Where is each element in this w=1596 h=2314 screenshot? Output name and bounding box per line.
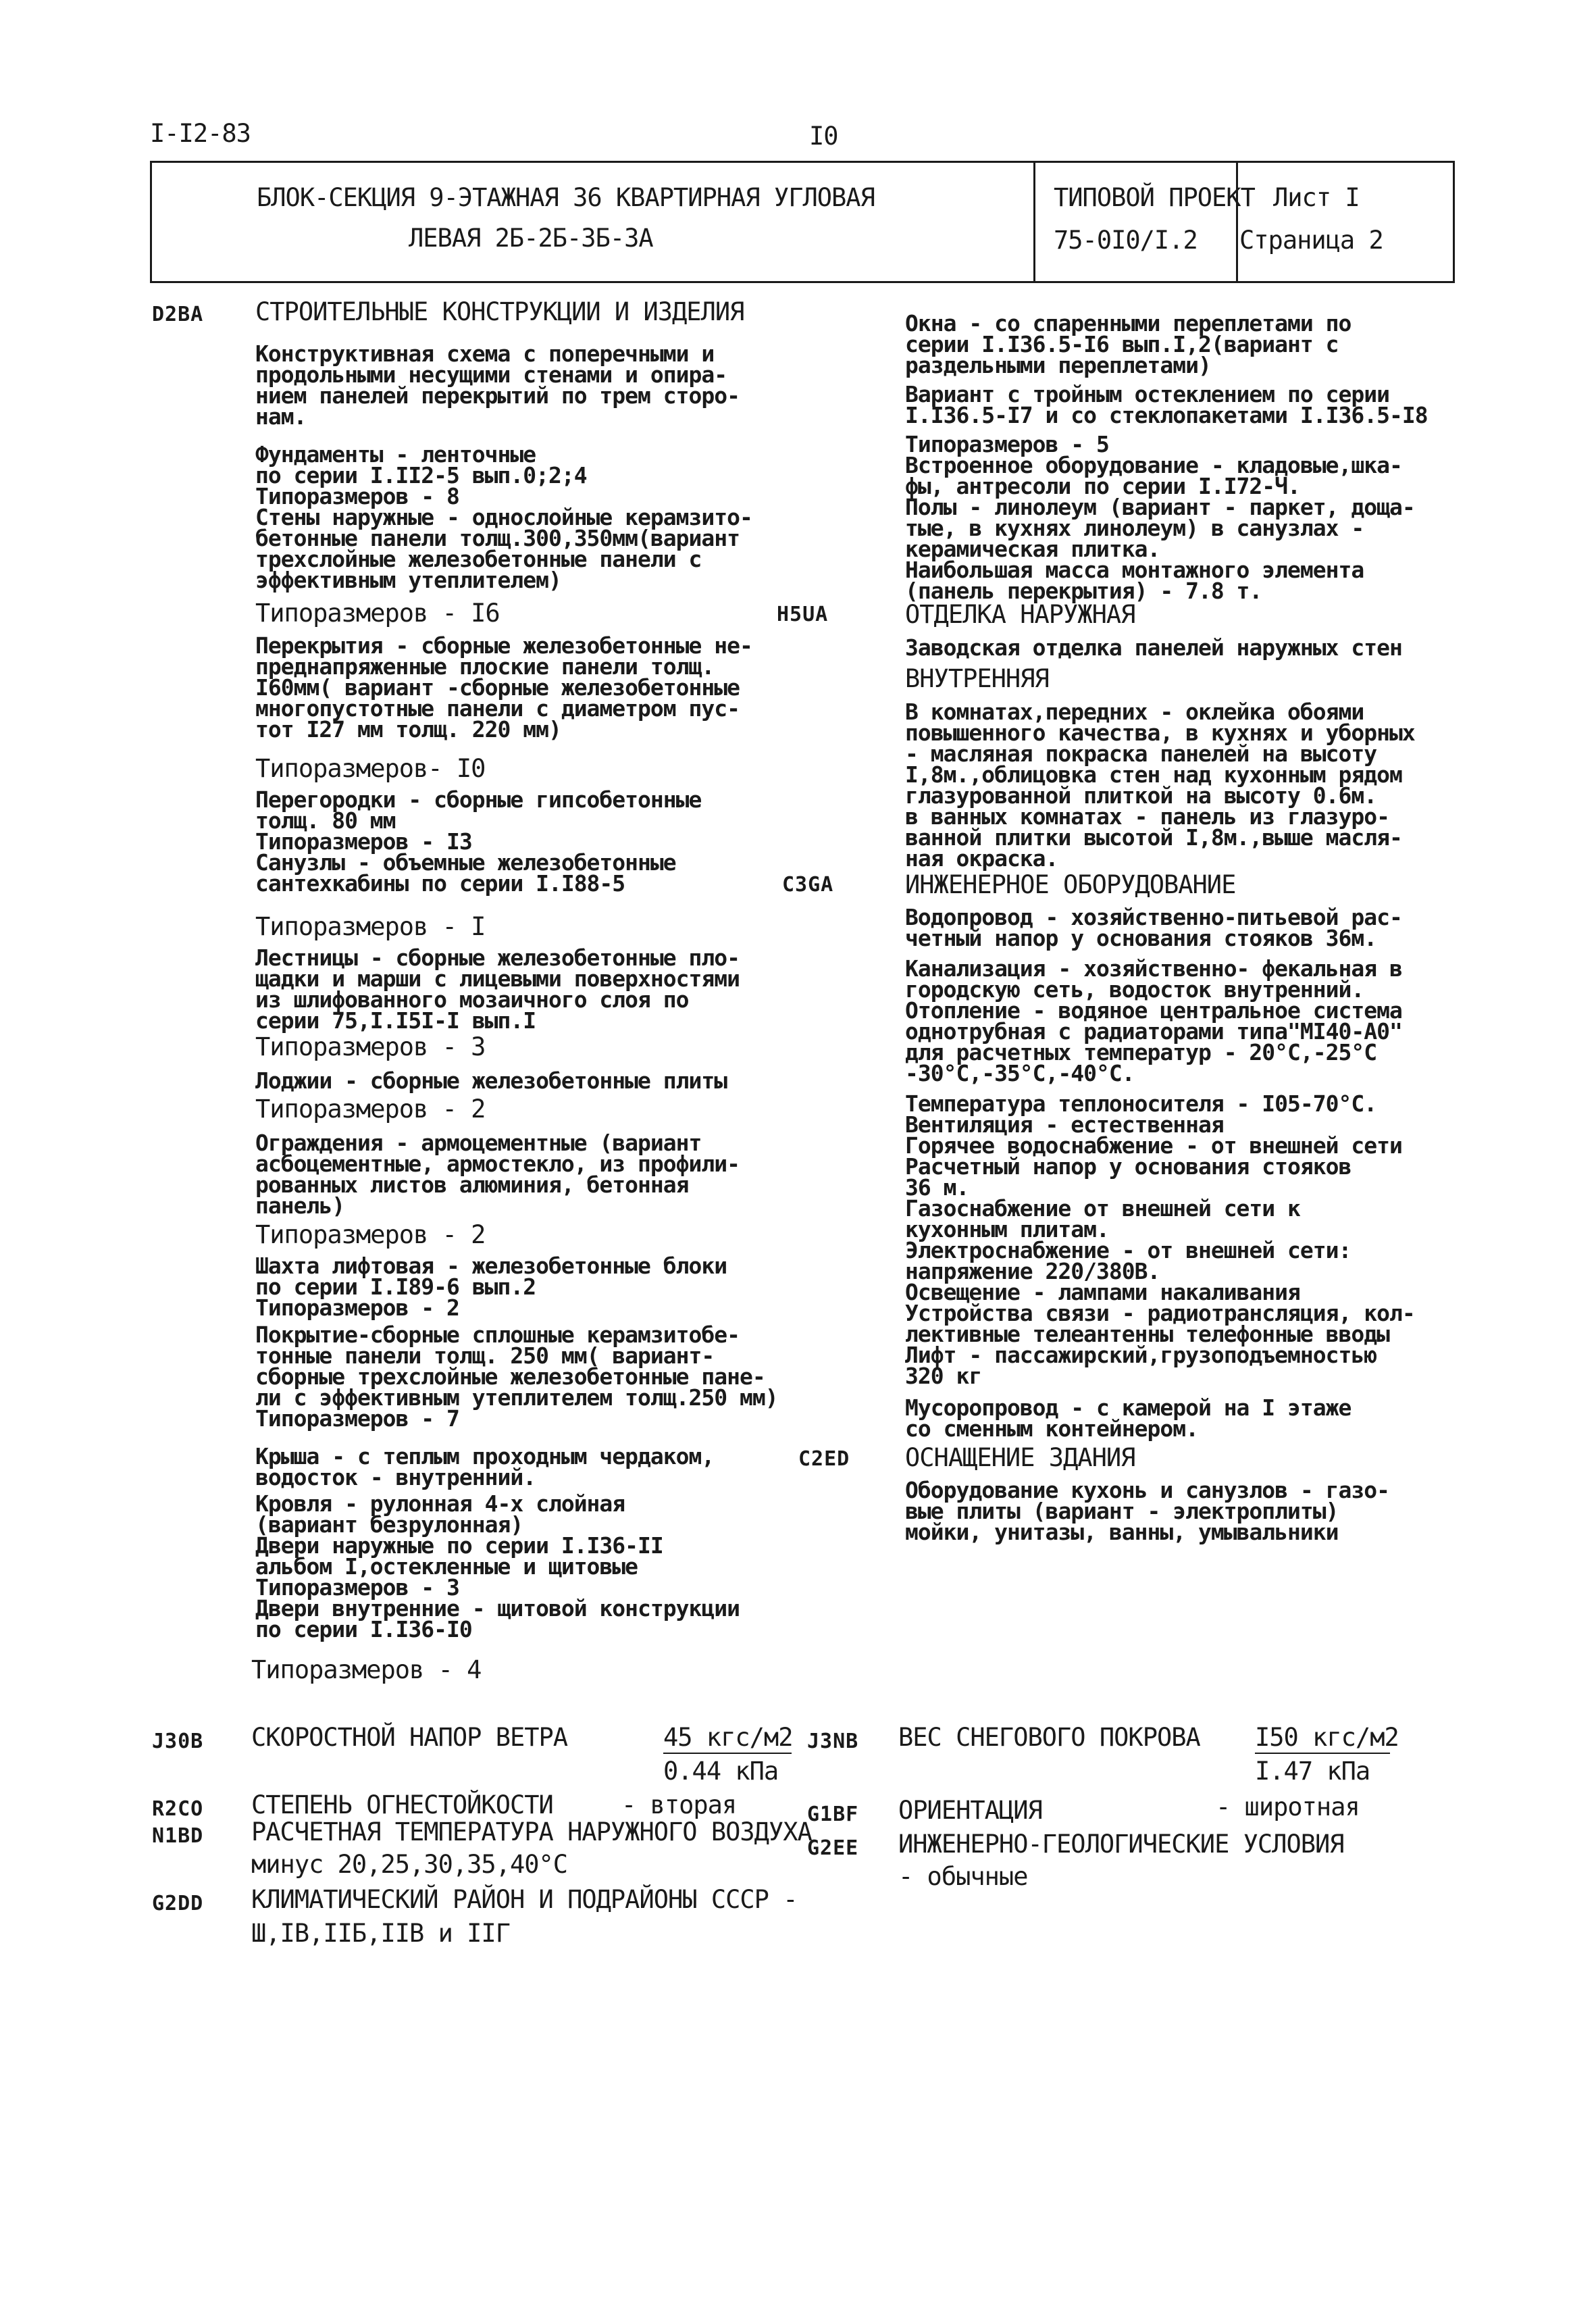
fences-text: Ограждения - армоцементные (вариант асбоцементные, армостекло, из профили- рованных листов алюминия, бетонная панель) [255,1130,740,1219]
page-label: Страница 2 [1239,226,1383,255]
exterior-finish-text: Заводская отделка панелей наружных стен [905,634,1402,661]
title-block-divider [1236,163,1238,281]
page-number: I0 [809,122,838,151]
geology-label: ИНЖЕНЕРНО-ГЕОЛОГИЧЕСКИЕ УСЛОВИЯ [898,1830,1344,1859]
wind-pressure-kpa: 0.44 кПа [663,1757,779,1786]
garbage-chute-text: Мусоропровод - с камерой на I этаже со сменным контейнером. [905,1394,1352,1442]
windows-text: Окна - со спаренными переплетами по серии I.I36.5-I6 вып.I,2(вариант с раздельными переплетами) [905,310,1352,378]
code-d2ba: D2BA [152,303,204,326]
builtin-floors-text: Типоразмеров - 5 Встроенное оборудование - кладовые,шка- фы, антресоли по серии I.I72-Ч. Полы - линолеум (вариант - паркет, доща- тые, в кухнях линолеум) в санузлах - керамическая плитка. Наибольшая масса монтажного элемента (панель перекрытия) - 7.8 т. [905,431,1415,604]
snow-load-value: I50 кгс/м2 [1255,1723,1399,1752]
title-block-divider [1033,163,1035,281]
triple-glazing-text: Вариант с тройным остеклением по серии I.I36.5-I7 и со стеклопакетами I.I36.5-I8 [905,381,1428,428]
sizes-2b: Типоразмеров - 2 [255,1220,486,1249]
title-line-1: БЛОК-СЕКЦИЯ 9-ЭТАЖНАЯ 36 КВАРТИРНАЯ УГЛОВАЯ [257,183,875,212]
wind-value-underline [663,1753,792,1754]
loggias-text: Лоджии - сборные железобетонные плиты [255,1067,727,1094]
geology-value: - обычные [898,1862,1028,1891]
exterior-finish-title: ОТДЕЛКА НАРУЖНАЯ [905,600,1135,629]
fire-resistance-value: - вторая [621,1790,737,1819]
code-h5ua: Н5UA [777,603,829,626]
climate-region-label: КЛИМАТИЧЕСКИЙ РАЙОН И ПОДРАЙОНЫ СССР - [251,1885,798,1914]
title-block [150,161,1455,283]
equipment-text: Оборудование кухонь и санузлов - газо- вые плиты (вариант - электроплиты) мойки, унитазы, ванны, умывальники [905,1477,1389,1545]
equipment-title: ОСНАЩЕНИЕ ЗДАНИЯ [905,1443,1135,1472]
code-c2ed: С2ЕD [798,1447,850,1471]
interior-finish-title: ВНУТРЕННЯЯ [905,664,1049,693]
sewer-heating-text: Канализация - хозяйственно- фекальная в городскую сеть, водосток внутренний. Отопление - водяное центральное система однотрубная с радиаторами типа"МI40-А0" для расчетных температур - 20°С,-25°С -30°С,-35°С,-40°С. [905,955,1402,1086]
interior-finish-text: В комнатах,передних - оклейка обоями повышенного качества, в кухнях и уборных - масляная покраска панелей на высоту I,8м.,облицовка стен над кухонным рядом глазурованной плиткой на высоту 0.6м. в ванных комнатах - панель из глазуро- ванной плитки высотой I,8м.,выше масля- ная окраска. [905,699,1415,872]
project-label: ТИПОВОЙ ПРОЕКТ [1054,183,1255,212]
partitions-sanitary-text: Перегородки - сборные гипсобетонные толщ. 80 мм Типоразмеров - I3 Санузлы - объемные железобетонные сантехкабины по серии I.I88-5 [255,786,702,897]
sizes-16: Типоразмеров - I6 [255,599,500,628]
document-code: I-I2-83 [150,119,251,148]
snow-load-kpa: I.47 кПа [1255,1757,1370,1786]
sizes-2a: Типоразмеров - 2 [255,1095,486,1124]
sizes-1: Типоразмеров - I [255,912,486,941]
snow-load-label: ВЕС СНЕГОВОГО ПОКРОВА [898,1723,1200,1752]
code-n1bd: N1BD [152,1824,204,1848]
code-g2dd: G2DD [152,1892,204,1915]
stairs-text: Лестницы - сборные железобетонные пло- щадки и марши с лицевыми поверхностями из шлифованного мозаичного слоя по серии 75,I.I5I-I вып.I [255,945,740,1034]
sizes-10: Типоразмеров- I0 [255,754,486,783]
foundation-walls-text: Фундаменты - ленточные по серии I.II2-5 вып.0;2;4 Типоразмеров - 8 Стены наружные - однослойные керамзито- бетонные панели толщ.300,350мм(вариант трехслойные железобетонные панели с эффективным утеплителем) [255,441,752,593]
outdoor-temp-label: РАСЧЕТНАЯ ТЕМПЕРАТУРА НАРУЖНОГО ВОЗДУХА [251,1817,812,1846]
lift-shaft-text: Шахта лифтовая - железобетонные блоки по серии I.I89-6 вып.2 Типоразмеров - 2 [255,1253,727,1321]
wind-pressure-value: 45 кгс/м2 [663,1723,793,1752]
orientation-label: ОРИЕНТАЦИЯ [898,1796,1042,1825]
sizes-3: Типоразмеров - 3 [255,1032,486,1061]
floors-text: Перекрытия - сборные железобетонные не- преднапряженные плоские панели толщ. I60мм( вариант -сборные железобетонные многопустотные панели с диаметром пус- тот I27 мм толщ. 220 мм) [255,632,752,743]
orientation-value: - широтная [1216,1792,1360,1821]
wind-pressure-label: СКОРОСТНОЙ НАПОР ВЕТРА [251,1723,568,1752]
code-r2co: R2CO [152,1797,204,1821]
utilities-text: Температура теплоносителя - I05-70°С. Вентиляция - естественная Горячее водоснабжение - от внешней сети Расчетный напор у основания стояков 36 м. Газоснабжение от внешней сети к кухонным плитам. Электроснабжение - от внешней сети: напряжение 220/380В. Освещение - лампами накаливания Устройства связи - радиотрансляция, кол- лективные телеантенны телефонные вводы Лифт - пассажирский,грузоподъемностью 320 кг [905,1090,1415,1389]
code-j3nb: J3NB [807,1730,859,1753]
roof-text: Крыша - с теплым проходным чердаком, водосток - внутренний. [255,1443,715,1490]
code-c3ga: С3GA [782,873,834,897]
section-title-structures: СТРОИТЕЛЬНЫЕ КОНСТРУКЦИИ И ИЗДЕЛИЯ [255,297,744,326]
project-number: 75-0I0/I.2 [1054,226,1198,255]
code-j30b: J30B [152,1730,204,1753]
climate-region-value: Ш,IВ,IIБ,IIВ и IIГ [251,1919,510,1948]
engineering-title: ИНЖЕНЕРНОЕ ОБОРУДОВАНИЕ [905,870,1236,899]
fire-resistance-label: СТЕПЕНЬ ОГНЕСТОЙКОСТИ [251,1790,553,1819]
structural-scheme-text: Конструктивная схема с поперечными и продольными несущими стенами и опира- нием панелей перекрытий по трем сторо- нам. [255,341,740,430]
code-g1bf: G1BF [807,1803,859,1826]
roofing-doors-text: Кровля - рулонная 4-х слойная (вариант безрулонная) Двери наружные по серии I.I36-II альбом I,остекленные и щитовые Типоразмеров - 3 Двери внутренние - щитовой конструкции по серии I.I36-I0 [255,1490,740,1642]
roof-cover-text: Покрытие-сборные сплошные керамзитобе- тонные панели толщ. 250 мм( вариант- сборные трехслойные железобетонные пане- ли с эффективным утеплителем толщ.250 мм) Типоразмеров - 7 [255,1322,778,1432]
snow-value-underline [1255,1753,1390,1754]
outdoor-temp-value: минус 20,25,30,35,40°С [251,1850,568,1879]
sheet-label: Лист I [1273,183,1360,212]
code-g2ee: G2EE [807,1836,859,1860]
water-supply-text: Водопровод - хозяйственно-питьевой рас- четный напор у основания стояков 36м. [905,904,1402,951]
title-line-2: ЛЕВАЯ 2Б-2Б-3Б-3А [409,224,653,253]
sizes-4: Типоразмеров - 4 [251,1655,482,1684]
